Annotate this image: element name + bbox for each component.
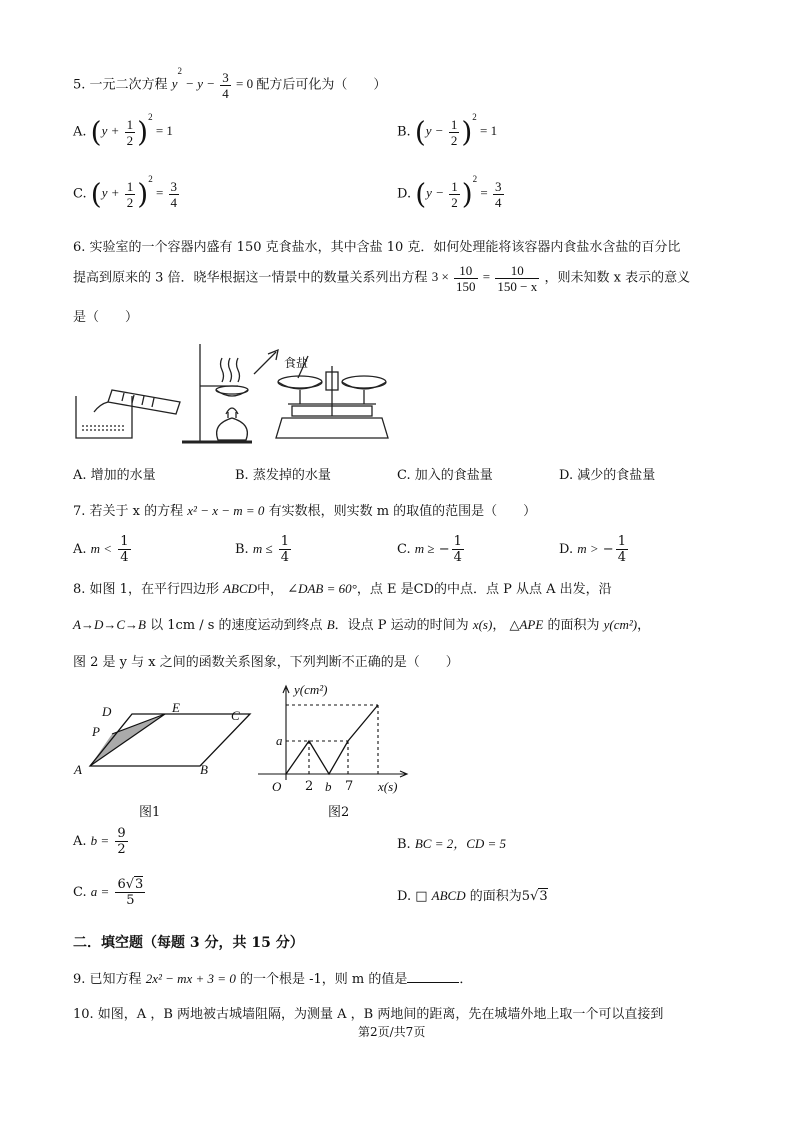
graph-polyline [286, 705, 378, 774]
q7-stem: 7. 若关于 x 的方程 x² − x − m = 0 有实数根，则实数 m 的取值的范围是（ ） [73, 503, 537, 519]
q6-option-b: B. 蒸发掉的水量 [235, 468, 331, 483]
fig1-label-c: C [231, 708, 240, 723]
fig2-tick-2: 2 [305, 779, 314, 794]
fig2-xlabel: x(s) [378, 779, 398, 794]
q8-line3: 图 2 是 y 与 x 之间的函数关系图象，下列判断不正确的是（ ） [73, 655, 459, 670]
fig1-label-d: D [102, 704, 112, 719]
q6-equation: 3 × $\frac{10}{150}$ = $\frac{10}{150 - x}$ [431, 263, 538, 294]
q8-figure2 [250, 676, 420, 788]
q8-option-a: A. b = $\frac{9}{2}$ [73, 826, 126, 857]
fig1-caption: 图1 [139, 805, 161, 820]
q7-equation: x² − x − m = 0 [187, 503, 265, 518]
ring-stand-icon [182, 344, 278, 442]
fig2-tick-b: b [325, 779, 332, 794]
graduated-cylinder-icon [94, 390, 180, 414]
q8-line1: 8. 如图 1，在平行四边形 ABCD中， ∠DAB = 60°，点 E 是CD的中点．点 P 从点 A 出发，沿 [73, 581, 612, 597]
q5-option-d: D. (y − $\frac{1}{2}$ )$^2$ = $\frac{3}{4}$ [397, 174, 502, 211]
fig1-label-e: E [172, 700, 180, 715]
q7-option-a: A. m < $\frac{1}{4}$ [73, 534, 129, 565]
q9-stem: 9. 已知方程 2x² − mx + 3 = 0 的一个根是 -1，则 m 的值是 ． [73, 971, 473, 987]
alcohol-lamp-icon [217, 408, 248, 440]
segment-ae [90, 714, 165, 766]
q8-option-c: C. a = $\frac{6√3}{5}$ [73, 877, 144, 908]
q6-figure-label: 食盐 [284, 356, 309, 370]
fig2-ylabel: y(cm²) [294, 682, 328, 697]
q5-option-a: A. (y + $\frac{1}{2}$ )$^2$ = 1 [73, 112, 173, 149]
q7-option-d: D. m > − $\frac{1}{4}$ [559, 534, 626, 565]
q7-option-c: C. m ≥ − $\frac{1}{4}$ [397, 534, 462, 565]
q5-equation: $y^2 - y$ − $\frac{3}{4}$ = 0 [171, 66, 254, 101]
q6-line2: 提高到原来的 3 倍．晓华根据这一情景中的数量关系列出方程 3 × $\frac{10}{150}$ = $\frac{10}{150 - x}$ ，则未知数 x 表示的意义 [73, 263, 691, 294]
q8-line2: A→D→C→B 以 1cm / s 的速度运动到终点 B．设点 P 运动的时间为 x(s)， △APE 的面积为 y(cm²)， [73, 617, 651, 633]
fig2-caption: 图2 [328, 805, 350, 820]
fig1-label-p: P [92, 724, 100, 739]
fig2-label-o: O [272, 779, 282, 794]
q5-stem [73, 66, 387, 101]
q5-suffix: 配方后可化为（ ） [256, 77, 387, 93]
dashed-guides [286, 705, 378, 774]
q10-stem: 10. 如图，A ，B 两地被古城墙阻隔，为测量 A ，B 两地间的距离，先在城墙外地上取一个可以直接到 [73, 1007, 664, 1022]
q8-option-d: D. □ ABCD 的面积为5√3 [397, 888, 548, 904]
beaker-icon [76, 396, 132, 438]
q6-line1: 6. 实验室的一个容器内盛有 150 克食盐水，其中含盐 10 克．如何处理能将该容器内食盐水含盐的百分比 [73, 240, 681, 255]
page-footer: 第2页/共7页 [358, 1025, 426, 1039]
q6-line3: 是（ ） [73, 310, 139, 325]
fig2-label-a: a [276, 733, 283, 748]
q7-option-b: B. m ≤ $\frac{1}{4}$ [235, 534, 290, 565]
q9-answer-blank[interactable] [407, 970, 459, 983]
q5-option-b: B. (y − $\frac{1}{2}$ )$^2$ = 1 [397, 112, 498, 149]
fig2-tick-7: 7 [345, 779, 354, 794]
q6-option-d: D. 减少的食盐量 [559, 468, 656, 483]
q6-option-a: A. 增加的水量 [73, 468, 156, 483]
fig1-label-b: B [200, 762, 208, 777]
q5-option-c: C. (y + $\frac{1}{2}$ )$^2$ = $\frac{3}{4}$ [73, 174, 178, 211]
q6-lab-figure [72, 338, 392, 450]
q6-option-c: C. 加入的食盐量 [397, 468, 493, 483]
fig1-label-a: A [74, 762, 82, 777]
q9-equation: 2x² − mx + 3 = 0 [145, 971, 236, 986]
section2-title: 二．填空题（每题 3 分，共 15 分） [73, 935, 304, 951]
q5-prefix: 5. 一元二次方程 [73, 77, 168, 93]
q8-option-b: B. BC = 2，CD = 5 [397, 836, 507, 852]
